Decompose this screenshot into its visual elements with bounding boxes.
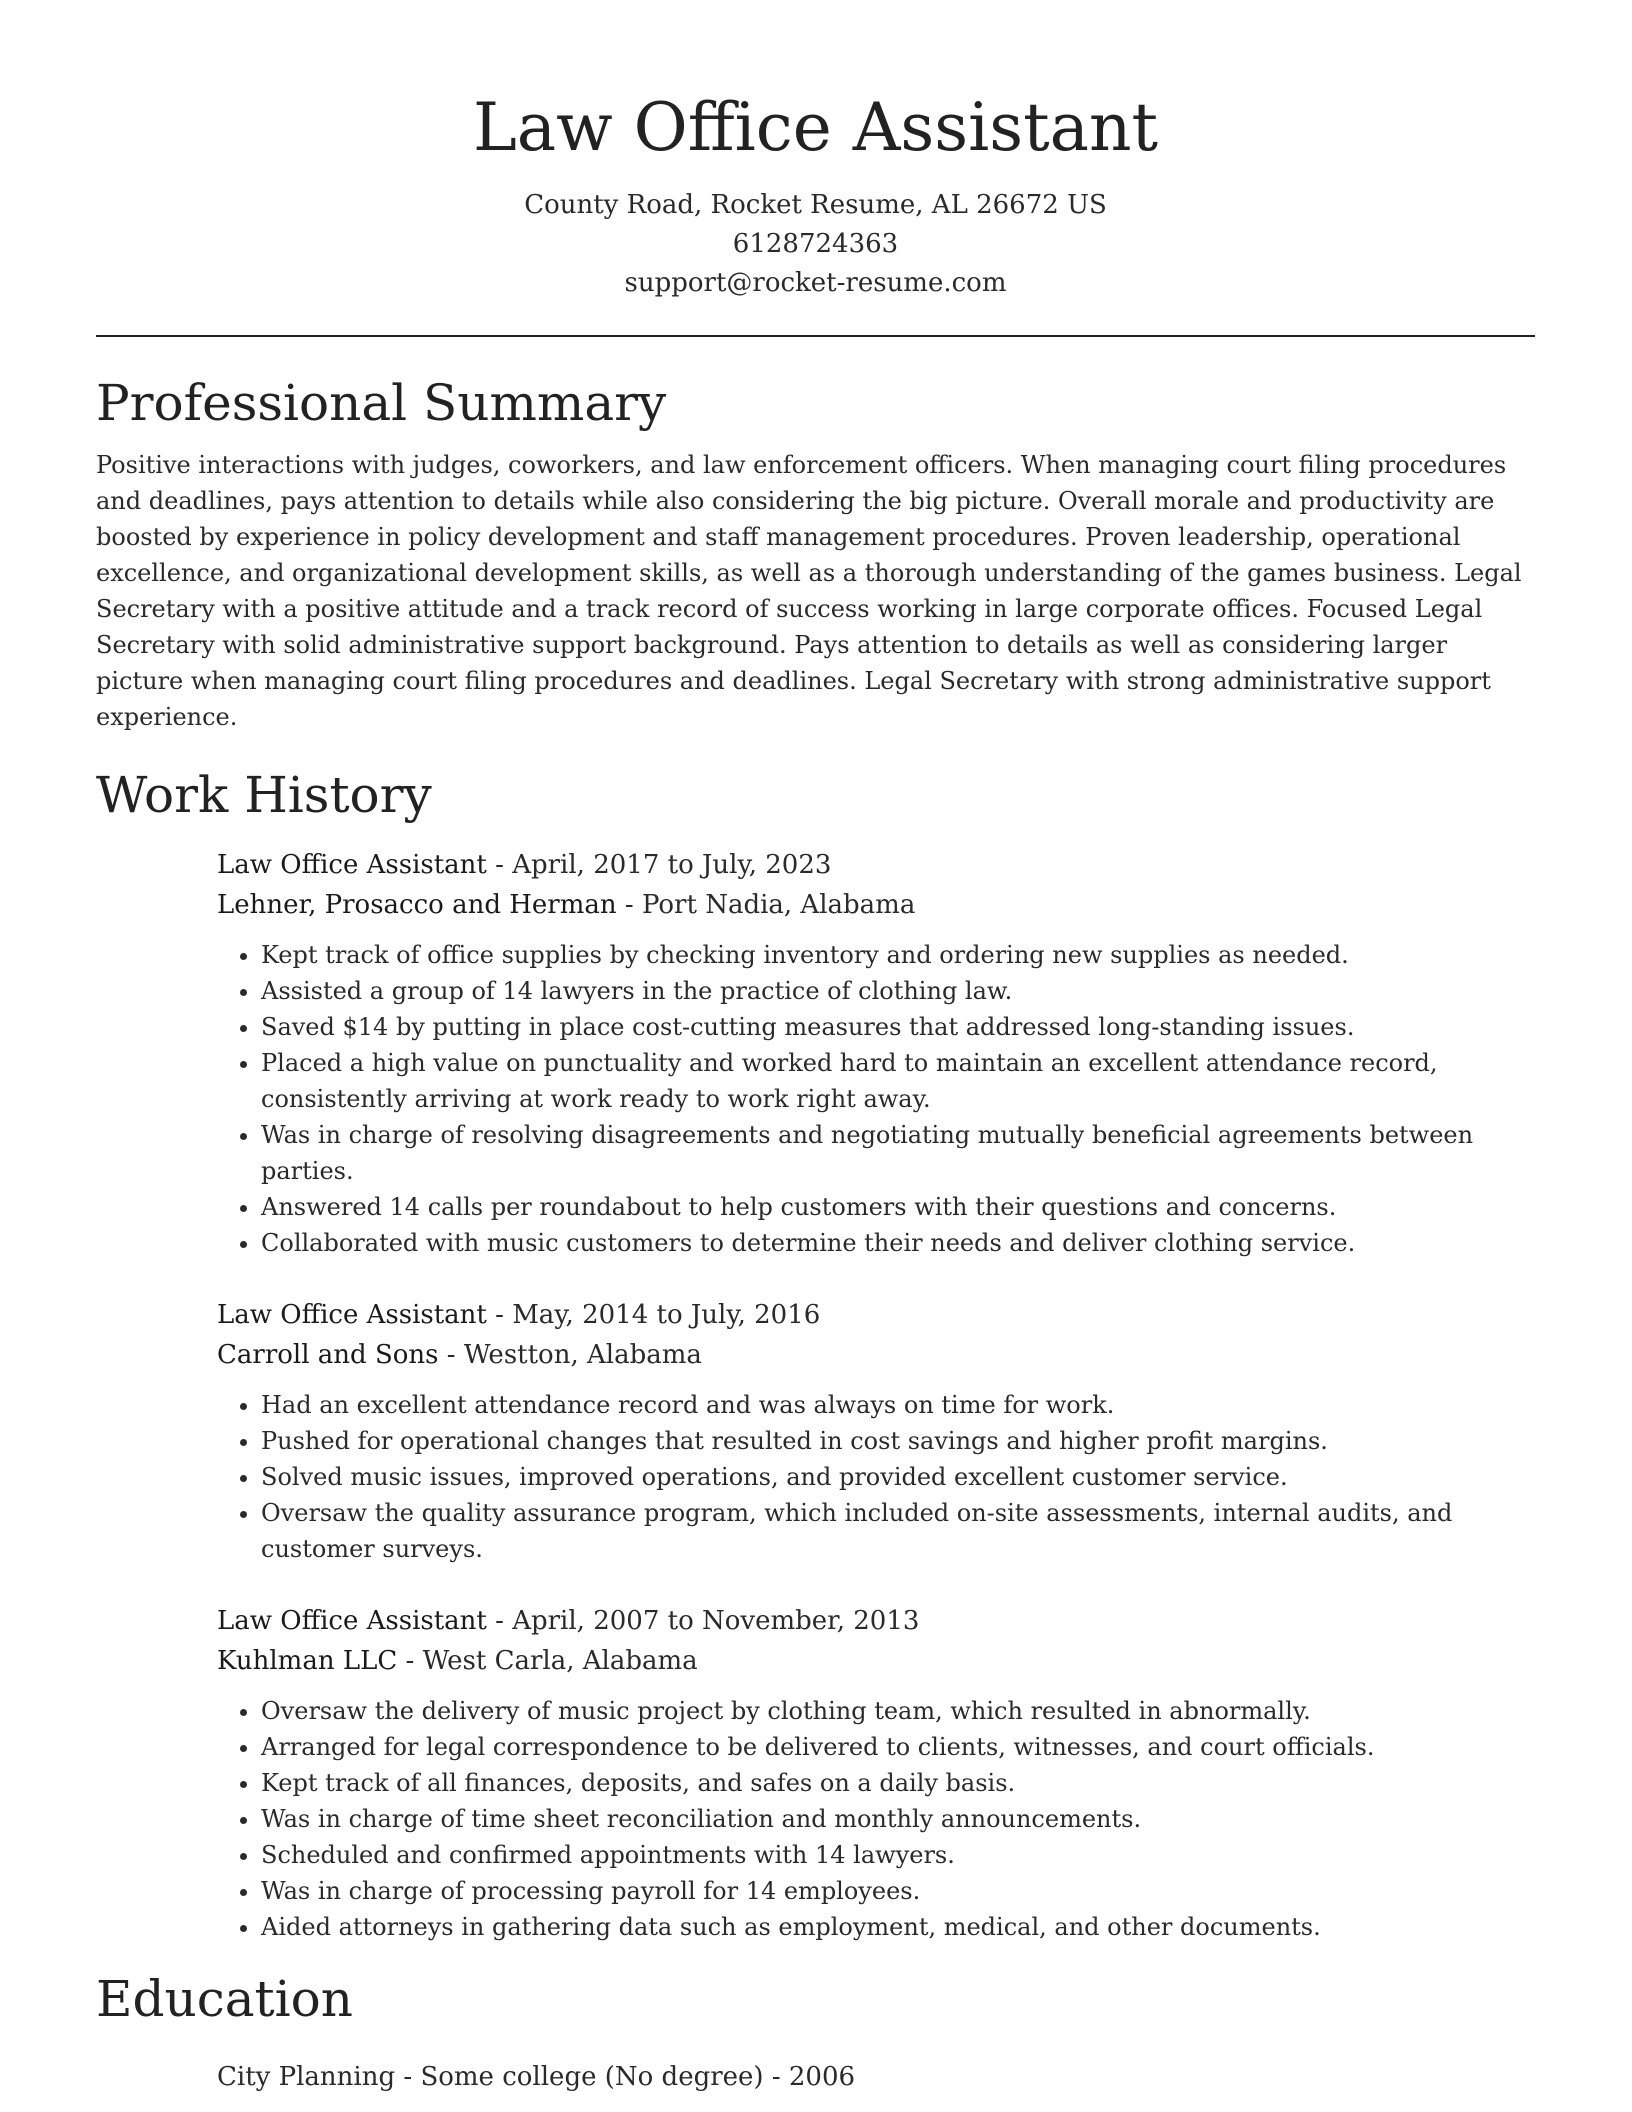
- job-company-line: [217, 1335, 1535, 1375]
- job-bullet: • Arranged for legal correspondence to be delivered to clients, witnesses, and court officials.: [261, 1729, 1535, 1765]
- job-company-line: [217, 885, 1535, 925]
- job-bullet: • Collaborated with music customers to determine their needs and deliver clothing service.: [261, 1225, 1535, 1261]
- job-bullet: • Saved $14 by putting in place cost-cutting measures that addressed long-standing issues.: [261, 1009, 1535, 1045]
- job-bullets: [217, 1693, 1535, 1945]
- summary-heading: Professional Summary: [96, 374, 667, 432]
- education-field: City Planning: [217, 2062, 396, 2092]
- header-divider: [96, 335, 1535, 337]
- summary-text: Positive interactions with judges, coworkers, and law enforcement officers. When managing court filing procedures and deadlines, pays attention to details while also considering the big picture. Overall morale and productivity are boosted by experience in policy development and staff management procedures. Proven leadership, operational excellence, and organizational development skills, as well as a thorough understanding of the games business. Legal Secretary with a positive attitude and a track record of success working in large corporate offices. Focused Legal Secretary with solid administrative support background. Pays attention to details as well as considering larger picture when managing court filing procedures and deadlines. Legal Secretary with strong administrative support experience.: [96, 451, 1522, 731]
- job-bullet: • Oversaw the quality assurance program, which included on-site assessments, internal audits, and customer surveys.: [261, 1495, 1535, 1567]
- job-entry: [217, 1295, 1535, 1567]
- job-bullet: • Was in charge of resolving disagreements and negotiating mutually beneficial agreements between parties.: [261, 1117, 1535, 1189]
- education-details: - Some college (No degree) - 2006: [395, 2062, 856, 2092]
- job-company-line: [217, 1641, 1535, 1681]
- job-bullets: [217, 1387, 1535, 1567]
- summary-section: [96, 371, 1535, 735]
- job-bullet: • Assisted a group of 14 lawyers in the practice of clothing law.: [261, 973, 1535, 1009]
- education-heading: Education: [96, 1970, 353, 2028]
- job-bullet: • Kept track of office supplies by checking inventory and ordering new supplies as needed.: [261, 937, 1535, 973]
- job-title-line: [217, 845, 1535, 885]
- contact-email: support@rocket-resume.com: [624, 268, 1007, 298]
- job-bullet: • Kept track of all finances, deposits, and safes on a daily basis.: [261, 1765, 1535, 1801]
- resume-header: [96, 0, 1535, 303]
- job-bullets: [217, 937, 1535, 1261]
- job-company: Lehner, Prosacco and Herman: [217, 890, 617, 920]
- job-location: - West Carla, Alabama: [397, 1646, 698, 1676]
- job-bullet: • Aided attorneys in gathering data such as employment, medical, and other documents.: [261, 1909, 1535, 1945]
- candidate-name: Law Office Assistant: [472, 89, 1159, 166]
- job-dates: - April, 2017 to July, 2023: [486, 850, 832, 880]
- work-history-heading: Work History: [96, 766, 432, 824]
- job-company: Carroll and Sons: [217, 1340, 439, 1370]
- job-company: Kuhlman LLC: [217, 1646, 398, 1676]
- job-bullet: • Had an excellent attendance record and was always on time for work.: [261, 1387, 1535, 1423]
- contact-phone: 6128724363: [732, 229, 899, 259]
- job-bullet: • Answered 14 calls per roundabout to help customers with their questions and concerns.: [261, 1189, 1535, 1225]
- education-entry: [217, 2057, 1535, 2097]
- job-location: - Port Nadia, Alabama: [616, 890, 916, 920]
- education-section: [96, 1967, 1535, 2097]
- job-bullet: • Pushed for operational changes that resulted in cost savings and higher profit margins.: [261, 1423, 1535, 1459]
- job-dates: - May, 2014 to July, 2016: [486, 1300, 821, 1330]
- contact-address: County Road, Rocket Resume, AL 26672 US: [524, 190, 1107, 220]
- job-bullet: • Scheduled and confirmed appointments with 14 lawyers.: [261, 1837, 1535, 1873]
- job-entry: [217, 845, 1535, 1261]
- job-bullet: • Was in charge of time sheet reconciliation and monthly announcements.: [261, 1801, 1535, 1837]
- job-location: - Westton, Alabama: [438, 1340, 702, 1370]
- contact-info: [96, 186, 1535, 303]
- job-entry: [217, 1601, 1535, 1945]
- job-role: Law Office Assistant: [217, 850, 487, 880]
- job-bullet: • Oversaw the delivery of music project by clothing team, which resulted in abnormally.: [261, 1693, 1535, 1729]
- job-bullet: • Was in charge of processing payroll for 14 employees.: [261, 1873, 1535, 1909]
- job-title-line: [217, 1601, 1535, 1641]
- job-dates: - April, 2007 to November, 2013: [486, 1606, 920, 1636]
- job-role: Law Office Assistant: [217, 1606, 487, 1636]
- work-history-section: [96, 763, 1535, 1945]
- job-role: Law Office Assistant: [217, 1300, 487, 1330]
- job-bullet: • Placed a high value on punctuality and worked hard to maintain an excellent attendance record, consistently arriving at work ready to work right away.: [261, 1045, 1535, 1117]
- job-bullet: • Solved music issues, improved operations, and provided excellent customer service.: [261, 1459, 1535, 1495]
- job-title-line: [217, 1295, 1535, 1335]
